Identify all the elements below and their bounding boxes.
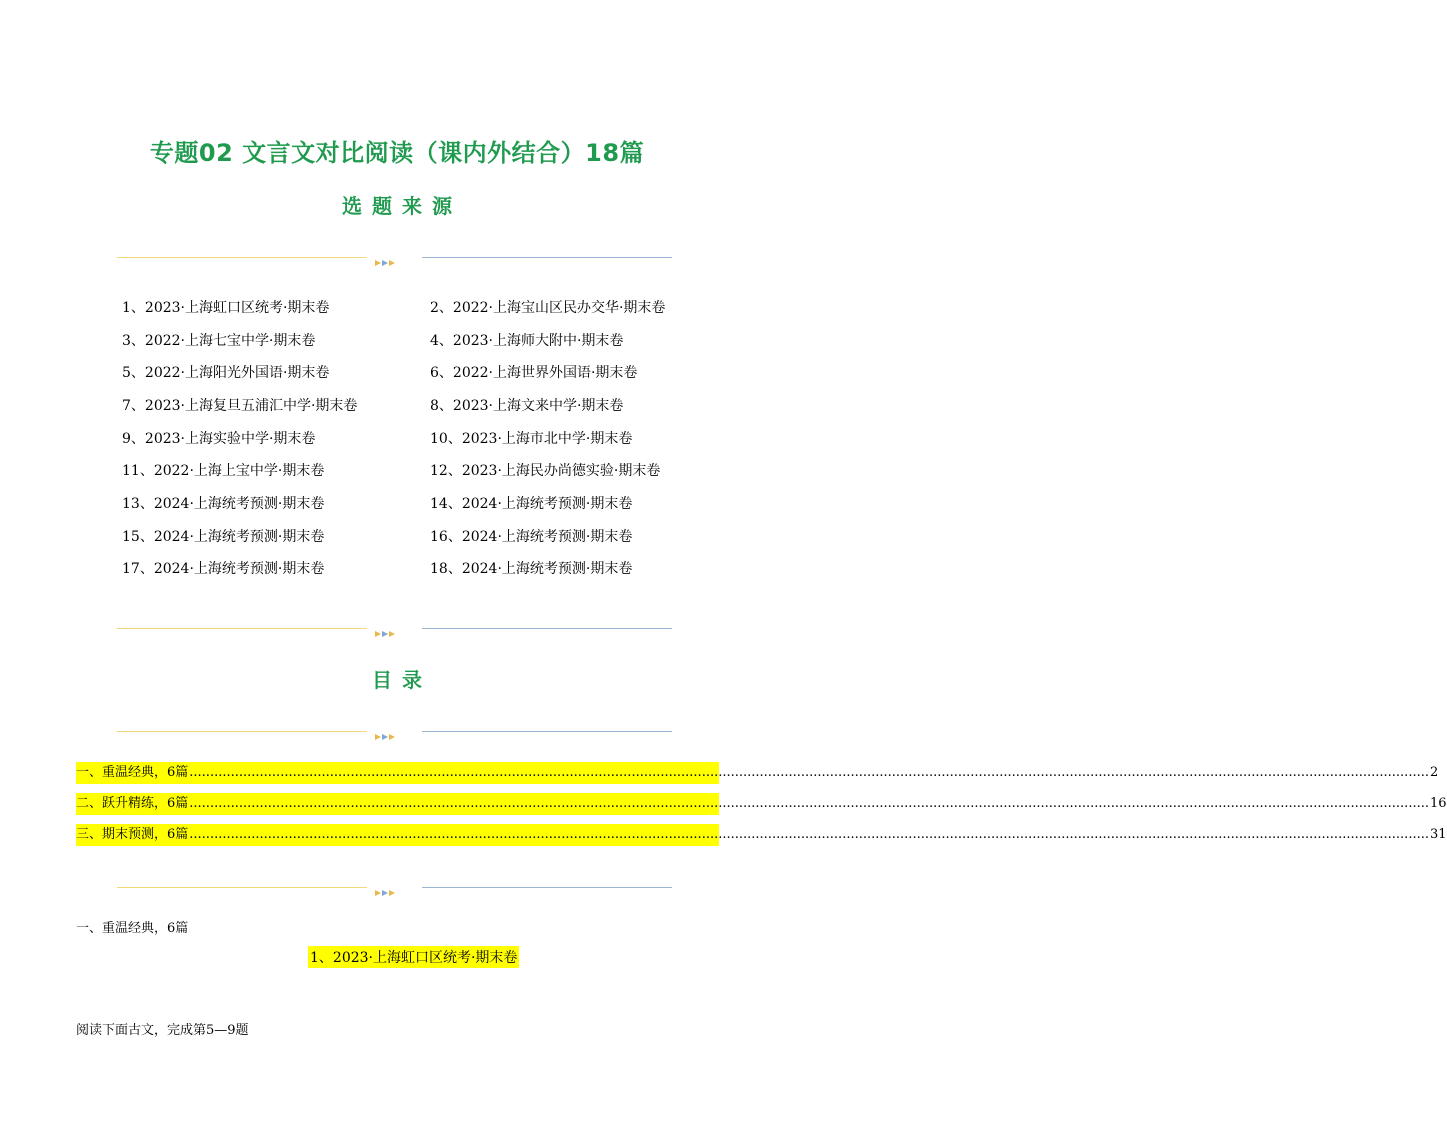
toc-leader: ............................................................................................................................................................................................................................................................................................................ bbox=[189, 827, 1429, 842]
sources-heading: 选题来源 bbox=[342, 194, 462, 218]
toc-entry-label: 三、期末预测，6篇 bbox=[76, 827, 189, 842]
source-item: 6、2022·上海世界外国语·期末卷 bbox=[430, 365, 638, 381]
toc-leader: ............................................................................................................................................................................................................................................................................................................ bbox=[189, 796, 1429, 811]
source-item: 13、2024·上海统考预测·期末卷 bbox=[122, 496, 325, 512]
toc-entry-page: 16 bbox=[1429, 796, 1447, 811]
toc-heading: 目录 bbox=[372, 668, 432, 692]
toc-entry-page: 31 bbox=[1429, 827, 1447, 842]
divider bbox=[117, 253, 672, 263]
source-item: 1、2023·上海虹口区统考·期末卷 bbox=[122, 300, 330, 316]
arrows-icon bbox=[375, 623, 415, 642]
document-title: 专题02 文言文对比阅读（课内外结合）18篇 bbox=[149, 139, 645, 167]
source-item: 14、2024·上海统考预测·期末卷 bbox=[430, 496, 633, 512]
source-item: 16、2024·上海统考预测·期末卷 bbox=[430, 529, 633, 545]
source-item: 9、2023·上海实验中学·期末卷 bbox=[122, 431, 316, 447]
source-item: 5、2022·上海阳光外国语·期末卷 bbox=[122, 365, 330, 381]
divider bbox=[117, 727, 672, 737]
source-item: 17、2024·上海统考预测·期末卷 bbox=[122, 561, 325, 577]
instruction-text: 阅读下面古文，完成第5—9题 bbox=[76, 1023, 249, 1038]
divider bbox=[117, 624, 672, 634]
source-item: 2、2022·上海宝山区民办交华·期末卷 bbox=[430, 300, 666, 316]
source-item: 3、2022·上海七宝中学·期末卷 bbox=[122, 333, 316, 349]
toc-entry-label: 二、跃升精练，6篇 bbox=[76, 796, 189, 811]
toc-entry[interactable] bbox=[76, 824, 1447, 846]
source-item: 15、2024·上海统考预测·期末卷 bbox=[122, 529, 325, 545]
source-item: 7、2023·上海复旦五浦汇中学·期末卷 bbox=[122, 398, 358, 414]
source-item: 8、2023·上海文来中学·期末卷 bbox=[430, 398, 624, 414]
arrows-icon bbox=[375, 726, 415, 745]
source-item: 4、2023·上海师大附中·期末卷 bbox=[430, 333, 624, 349]
section-heading: 一、重温经典，6篇 bbox=[76, 921, 189, 936]
divider bbox=[117, 883, 672, 893]
toc-entry-page: 2 bbox=[1429, 765, 1439, 780]
toc-entry[interactable] bbox=[76, 762, 1439, 784]
arrows-icon bbox=[375, 882, 415, 901]
arrows-icon bbox=[375, 252, 415, 271]
passage-title: 1、2023·上海虹口区统考·期末卷 bbox=[308, 946, 519, 968]
source-item: 18、2024·上海统考预测·期末卷 bbox=[430, 561, 633, 577]
source-item: 12、2023·上海民办尚德实验·期末卷 bbox=[430, 463, 661, 479]
toc-entry[interactable] bbox=[76, 793, 1447, 815]
toc-entry-label: 一、重温经典，6篇 bbox=[76, 765, 189, 780]
source-item: 11、2022·上海上宝中学·期末卷 bbox=[122, 463, 325, 479]
toc-leader: ............................................................................................................................................................................................................................................................................................................ bbox=[189, 765, 1429, 780]
source-item: 10、2023·上海市北中学·期末卷 bbox=[430, 431, 633, 447]
